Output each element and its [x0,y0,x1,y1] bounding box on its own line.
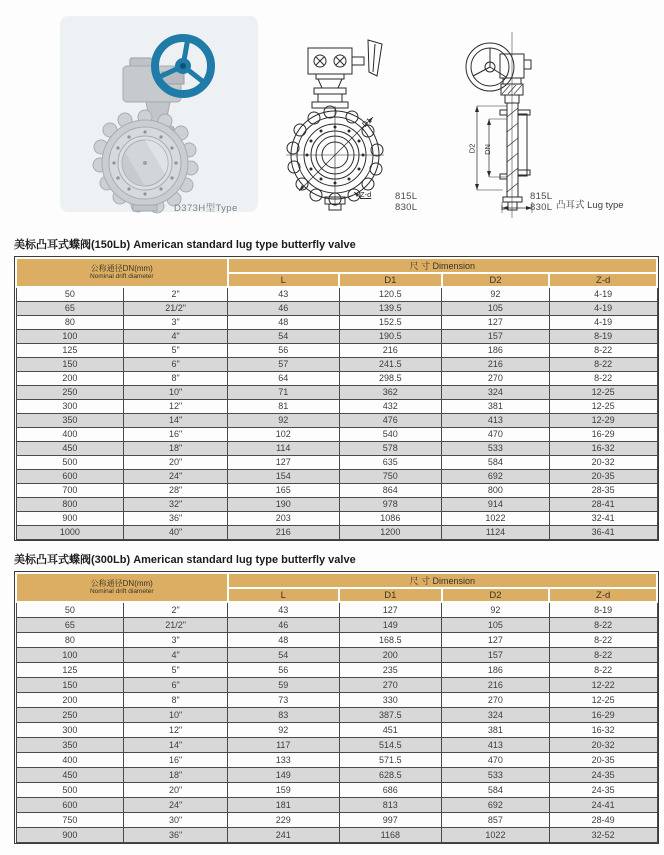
table-cell: 36-41 [549,526,657,540]
table-row [16,330,657,344]
table-cell: 533 [442,442,550,456]
table-cell: 50 [16,602,124,618]
table-cell: 20" [124,783,228,798]
table-cell: 10" [124,708,228,723]
dim-label-zd: Z-d [360,190,372,199]
table-row [16,484,657,498]
valve-photo [58,16,258,214]
table-cell: 12" [124,400,228,414]
table-cell: 1124 [442,526,550,540]
table-cell: 64 [228,372,340,386]
header-dn-en: Nominal drift diameter [89,273,154,280]
header-dimension: 尺 寸 Dimension [228,573,657,588]
table-cell: 165 [228,484,340,498]
table-cell: 24" [124,470,228,484]
dim-label-dn: DN [482,144,492,155]
table-cell: 8-22 [549,618,657,633]
table-cell: 127 [442,316,550,330]
table-cell: 12-25 [549,400,657,414]
table-cell: 24-35 [549,768,657,783]
table-cell: 200 [339,648,442,663]
table-cell: 43 [228,602,340,618]
header-col-d2: D2 [442,588,550,602]
dim-label-l: L [501,203,506,212]
table-cell: 470 [442,753,550,768]
table-cell: 8" [124,693,228,708]
table-cell: 584 [442,456,550,470]
table-row [16,456,657,470]
table-cell: 105 [442,302,550,316]
table-row [16,386,657,400]
table-cell: 18" [124,768,228,783]
table-cell: 4-19 [549,302,657,316]
model-815l: 815L [395,191,418,202]
table-cell: 1000 [16,526,124,540]
table-cell: 6" [124,358,228,372]
table-cell: 857 [442,813,550,828]
header-dn-zh: 公称通径DN(mm) [90,579,153,588]
table-cell: 200 [16,693,124,708]
table-row [16,316,657,330]
table-cell: 154 [228,470,340,484]
table-cell: 450 [16,768,124,783]
table-cell: 500 [16,456,124,470]
table-cell: 120.5 [339,287,442,302]
photo-caption: D373H型Type [174,203,238,214]
table-cell: 470 [442,428,550,442]
table-cell: 56 [228,344,340,358]
table-cell: 92 [442,287,550,302]
table-row [16,344,657,358]
table-cell: 100 [16,330,124,344]
table-cell: 1168 [339,828,442,843]
table-cell: 216 [442,678,550,693]
table-cell: 250 [16,708,124,723]
spec-table-150lb [15,257,658,540]
table-cell: 125 [16,344,124,358]
table-cell: 270 [442,372,550,386]
table-cell: 750 [16,813,124,828]
table-cell: 65 [16,302,124,316]
table-cell: 2" [124,287,228,302]
table1-title [14,236,356,252]
table-cell: 157 [442,330,550,344]
table-cell: 514.5 [339,738,442,753]
table-cell: 12" [124,723,228,738]
table-cell: 50 [16,287,124,302]
table-cell: 46 [228,302,340,316]
table-cell: 139.5 [339,302,442,316]
table-cell: 48 [228,316,340,330]
table-cell: 3" [124,316,228,330]
front-view-models [395,192,417,213]
table-cell: 159 [228,783,340,798]
table-cell: 533 [442,768,550,783]
table-row [16,648,657,663]
table-cell: 30" [124,813,228,828]
table-cell: 32-52 [549,828,657,843]
table-cell: 270 [442,693,550,708]
table-cell: 324 [442,708,550,723]
table-cell: 300 [16,400,124,414]
table-cell: 28-41 [549,498,657,512]
table-cell: 21/2" [124,618,228,633]
header-dimension: 尺 寸 Dimension [228,258,657,273]
header-col-d1: D1 [339,273,442,287]
table1-title-zh: 美标凸耳式蝶阀(150Lb) [14,239,131,251]
table-row [16,708,657,723]
table-cell: 186 [442,344,550,358]
table-row [16,498,657,512]
table-cell: 600 [16,798,124,813]
table-cell: 914 [442,498,550,512]
table-row [16,738,657,753]
table-cell: 36" [124,828,228,843]
table-row [16,302,657,316]
table-cell: 241 [228,828,340,843]
header-col-l: L [228,273,340,287]
table-row [16,663,657,678]
table-cell: 203 [228,512,340,526]
front-view-drawing [284,26,416,218]
table-cell: 149 [339,618,442,633]
dim-label-d2: D2 [467,143,477,154]
table-cell: 300 [16,723,124,738]
header-dn [16,573,228,602]
table-cell: 102 [228,428,340,442]
table-cell: 125 [16,663,124,678]
table-cell: 28-35 [549,484,657,498]
table-row [16,723,657,738]
table-cell: 20-35 [549,470,657,484]
table-row [16,633,657,648]
table-cell: 362 [339,386,442,400]
table-cell: 5" [124,344,228,358]
table-cell: 149 [228,768,340,783]
table-cell: 59 [228,678,340,693]
table-row [16,768,657,783]
table-cell: 92 [228,723,340,738]
header-col-d1: D1 [339,588,442,602]
table-cell: 635 [339,456,442,470]
table-cell: 250 [16,386,124,400]
table-cell: 8-22 [549,372,657,386]
table-cell: 8-22 [549,663,657,678]
table-cell: 5" [124,663,228,678]
table-cell: 864 [339,484,442,498]
table-row [16,358,657,372]
table-cell: 28-49 [549,813,657,828]
table-cell: 571.5 [339,753,442,768]
table-cell: 997 [339,813,442,828]
table-cell: 978 [339,498,442,512]
table-cell: 8-22 [549,344,657,358]
table-cell: 387.5 [339,708,442,723]
table-cell: 200 [16,372,124,386]
table-cell: 4" [124,330,228,344]
table1-title-en: American standard lug type butterfly valve [133,239,356,251]
table-cell: 16-32 [549,723,657,738]
header-col-l: L [228,588,340,602]
table-cell: 8-22 [549,648,657,663]
table-cell: 16-32 [549,442,657,456]
table-cell: 432 [339,400,442,414]
table-cell: 800 [16,498,124,512]
table-cell: 20" [124,456,228,470]
table-row [16,372,657,386]
table-cell: 413 [442,414,550,428]
table-cell: 16-29 [549,428,657,442]
table-row [16,414,657,428]
table-cell: 8-22 [549,633,657,648]
table-cell: 150 [16,678,124,693]
table-row [16,602,657,618]
table-row [16,618,657,633]
header-col-d2: D2 [442,273,550,287]
table-cell: 900 [16,828,124,843]
table-cell: 190 [228,498,340,512]
table-cell: 32-41 [549,512,657,526]
table-cell: 14" [124,414,228,428]
table-cell: 16" [124,428,228,442]
table-cell: 235 [339,663,442,678]
table-cell: 56 [228,663,340,678]
table-cell: 100 [16,648,124,663]
table-row [16,828,657,843]
table-cell: 54 [228,648,340,663]
dim-label-d1: D1 [360,115,374,130]
header-col-zd: Z-d [549,273,657,287]
header-dn [16,258,228,287]
table-cell: 686 [339,783,442,798]
table-cell: 36" [124,512,228,526]
table-row [16,442,657,456]
table-row [16,526,657,540]
table-cell: 8" [124,372,228,386]
table-cell: 92 [228,414,340,428]
side-view-models [530,192,552,213]
table-cell: 186 [442,663,550,678]
table-cell: 692 [442,798,550,813]
header-dn-zh: 公称通径DN(mm) [90,264,153,273]
table-cell: 152.5 [339,316,442,330]
table-cell: 28" [124,484,228,498]
table2-title-en: American standard lug type butterfly valve [133,554,356,566]
table-cell: 114 [228,442,340,456]
table-cell: 127 [442,633,550,648]
table-cell: 133 [228,753,340,768]
table2-title-zh: 美标凸耳式蝶阀(300Lb) [14,554,131,566]
table-cell: 451 [339,723,442,738]
table-row [16,512,657,526]
table-cell: 900 [16,512,124,526]
table-cell: 241.5 [339,358,442,372]
model-815l: 815L [530,191,553,202]
table-cell: 1086 [339,512,442,526]
spec-table-300lb-wrap [14,571,659,844]
table-cell: 12-22 [549,678,657,693]
table-cell: 2" [124,602,228,618]
table-cell: 8-19 [549,330,657,344]
spec-table-300lb [15,572,658,843]
table-cell: 216 [442,358,550,372]
table-cell: 20-32 [549,738,657,753]
table-cell: 83 [228,708,340,723]
table-cell: 400 [16,753,124,768]
side-view-caption: 凸耳式 Lug type [556,200,624,211]
table-cell: 150 [16,358,124,372]
table-cell: 350 [16,414,124,428]
table-cell: 4" [124,648,228,663]
table-cell: 750 [339,470,442,484]
table-cell: 32" [124,498,228,512]
table-cell: 381 [442,723,550,738]
table-cell: 20-32 [549,456,657,470]
table-cell: 81 [228,400,340,414]
table-cell: 450 [16,442,124,456]
table-cell: 3" [124,633,228,648]
table-cell: 48 [228,633,340,648]
table-cell: 1200 [339,526,442,540]
table-cell: 54 [228,330,340,344]
table-cell: 600 [16,470,124,484]
table-cell: 168.5 [339,633,442,648]
table-cell: 117 [228,738,340,753]
table-cell: 127 [228,456,340,470]
table-cell: 105 [442,618,550,633]
model-830l: 830L [530,201,553,213]
table-cell: 540 [339,428,442,442]
table-row [16,783,657,798]
table-cell: 80 [16,633,124,648]
table-cell: 12-25 [549,386,657,400]
table-cell: 692 [442,470,550,484]
table-row [16,287,657,302]
table-cell: 8-19 [549,602,657,618]
table-cell: 181 [228,798,340,813]
table-cell: 24-41 [549,798,657,813]
table-cell: 813 [339,798,442,813]
table-cell: 16" [124,753,228,768]
table-cell: 381 [442,400,550,414]
table-cell: 1022 [442,828,550,843]
table-cell: 4-19 [549,287,657,302]
table-row [16,693,657,708]
header-dn-en: Nominal drift diameter [89,588,154,595]
table-cell: 400 [16,428,124,442]
table-cell: 700 [16,484,124,498]
table-cell: 476 [339,414,442,428]
table-cell: 800 [442,484,550,498]
table-cell: 500 [16,783,124,798]
table-cell: 71 [228,386,340,400]
table-cell: 216 [228,526,340,540]
table-row [16,813,657,828]
table-cell: 16-29 [549,708,657,723]
table-cell: 18" [124,442,228,456]
table-cell: 4-19 [549,316,657,330]
table-cell: 270 [339,678,442,693]
table-cell: 46 [228,618,340,633]
table-cell: 1022 [442,512,550,526]
table2-title [14,551,356,567]
model-830l: 830L [395,201,418,213]
table-cell: 127 [339,602,442,618]
table-cell: 21/2" [124,302,228,316]
table-cell: 57 [228,358,340,372]
table-cell: 216 [339,344,442,358]
table-cell: 8-22 [549,358,657,372]
table-row [16,428,657,442]
table-cell: 229 [228,813,340,828]
table-cell: 578 [339,442,442,456]
table-cell: 92 [442,602,550,618]
table-row [16,470,657,484]
table-cell: 65 [16,618,124,633]
table-cell: 324 [442,386,550,400]
table-cell: 350 [16,738,124,753]
table-cell: 40" [124,526,228,540]
table-row [16,678,657,693]
table-cell: 413 [442,738,550,753]
side-view-drawing [456,22,586,218]
table-row [16,753,657,768]
table-cell: 80 [16,316,124,330]
table-cell: 10" [124,386,228,400]
table-cell: 73 [228,693,340,708]
table-cell: 12-29 [549,414,657,428]
table-cell: 12-25 [549,693,657,708]
table-cell: 24-35 [549,783,657,798]
table-cell: 330 [339,693,442,708]
table-cell: 14" [124,738,228,753]
table-cell: 298.5 [339,372,442,386]
table-cell: 628.5 [339,768,442,783]
table-cell: 43 [228,287,340,302]
table-cell: 24" [124,798,228,813]
table-row [16,400,657,414]
spec-table-150lb-wrap [14,256,659,541]
table-cell: 157 [442,648,550,663]
table-row [16,798,657,813]
table-cell: 20-35 [549,753,657,768]
header-col-zd: Z-d [549,588,657,602]
table-cell: 6" [124,678,228,693]
table-cell: 584 [442,783,550,798]
table-cell: 190.5 [339,330,442,344]
